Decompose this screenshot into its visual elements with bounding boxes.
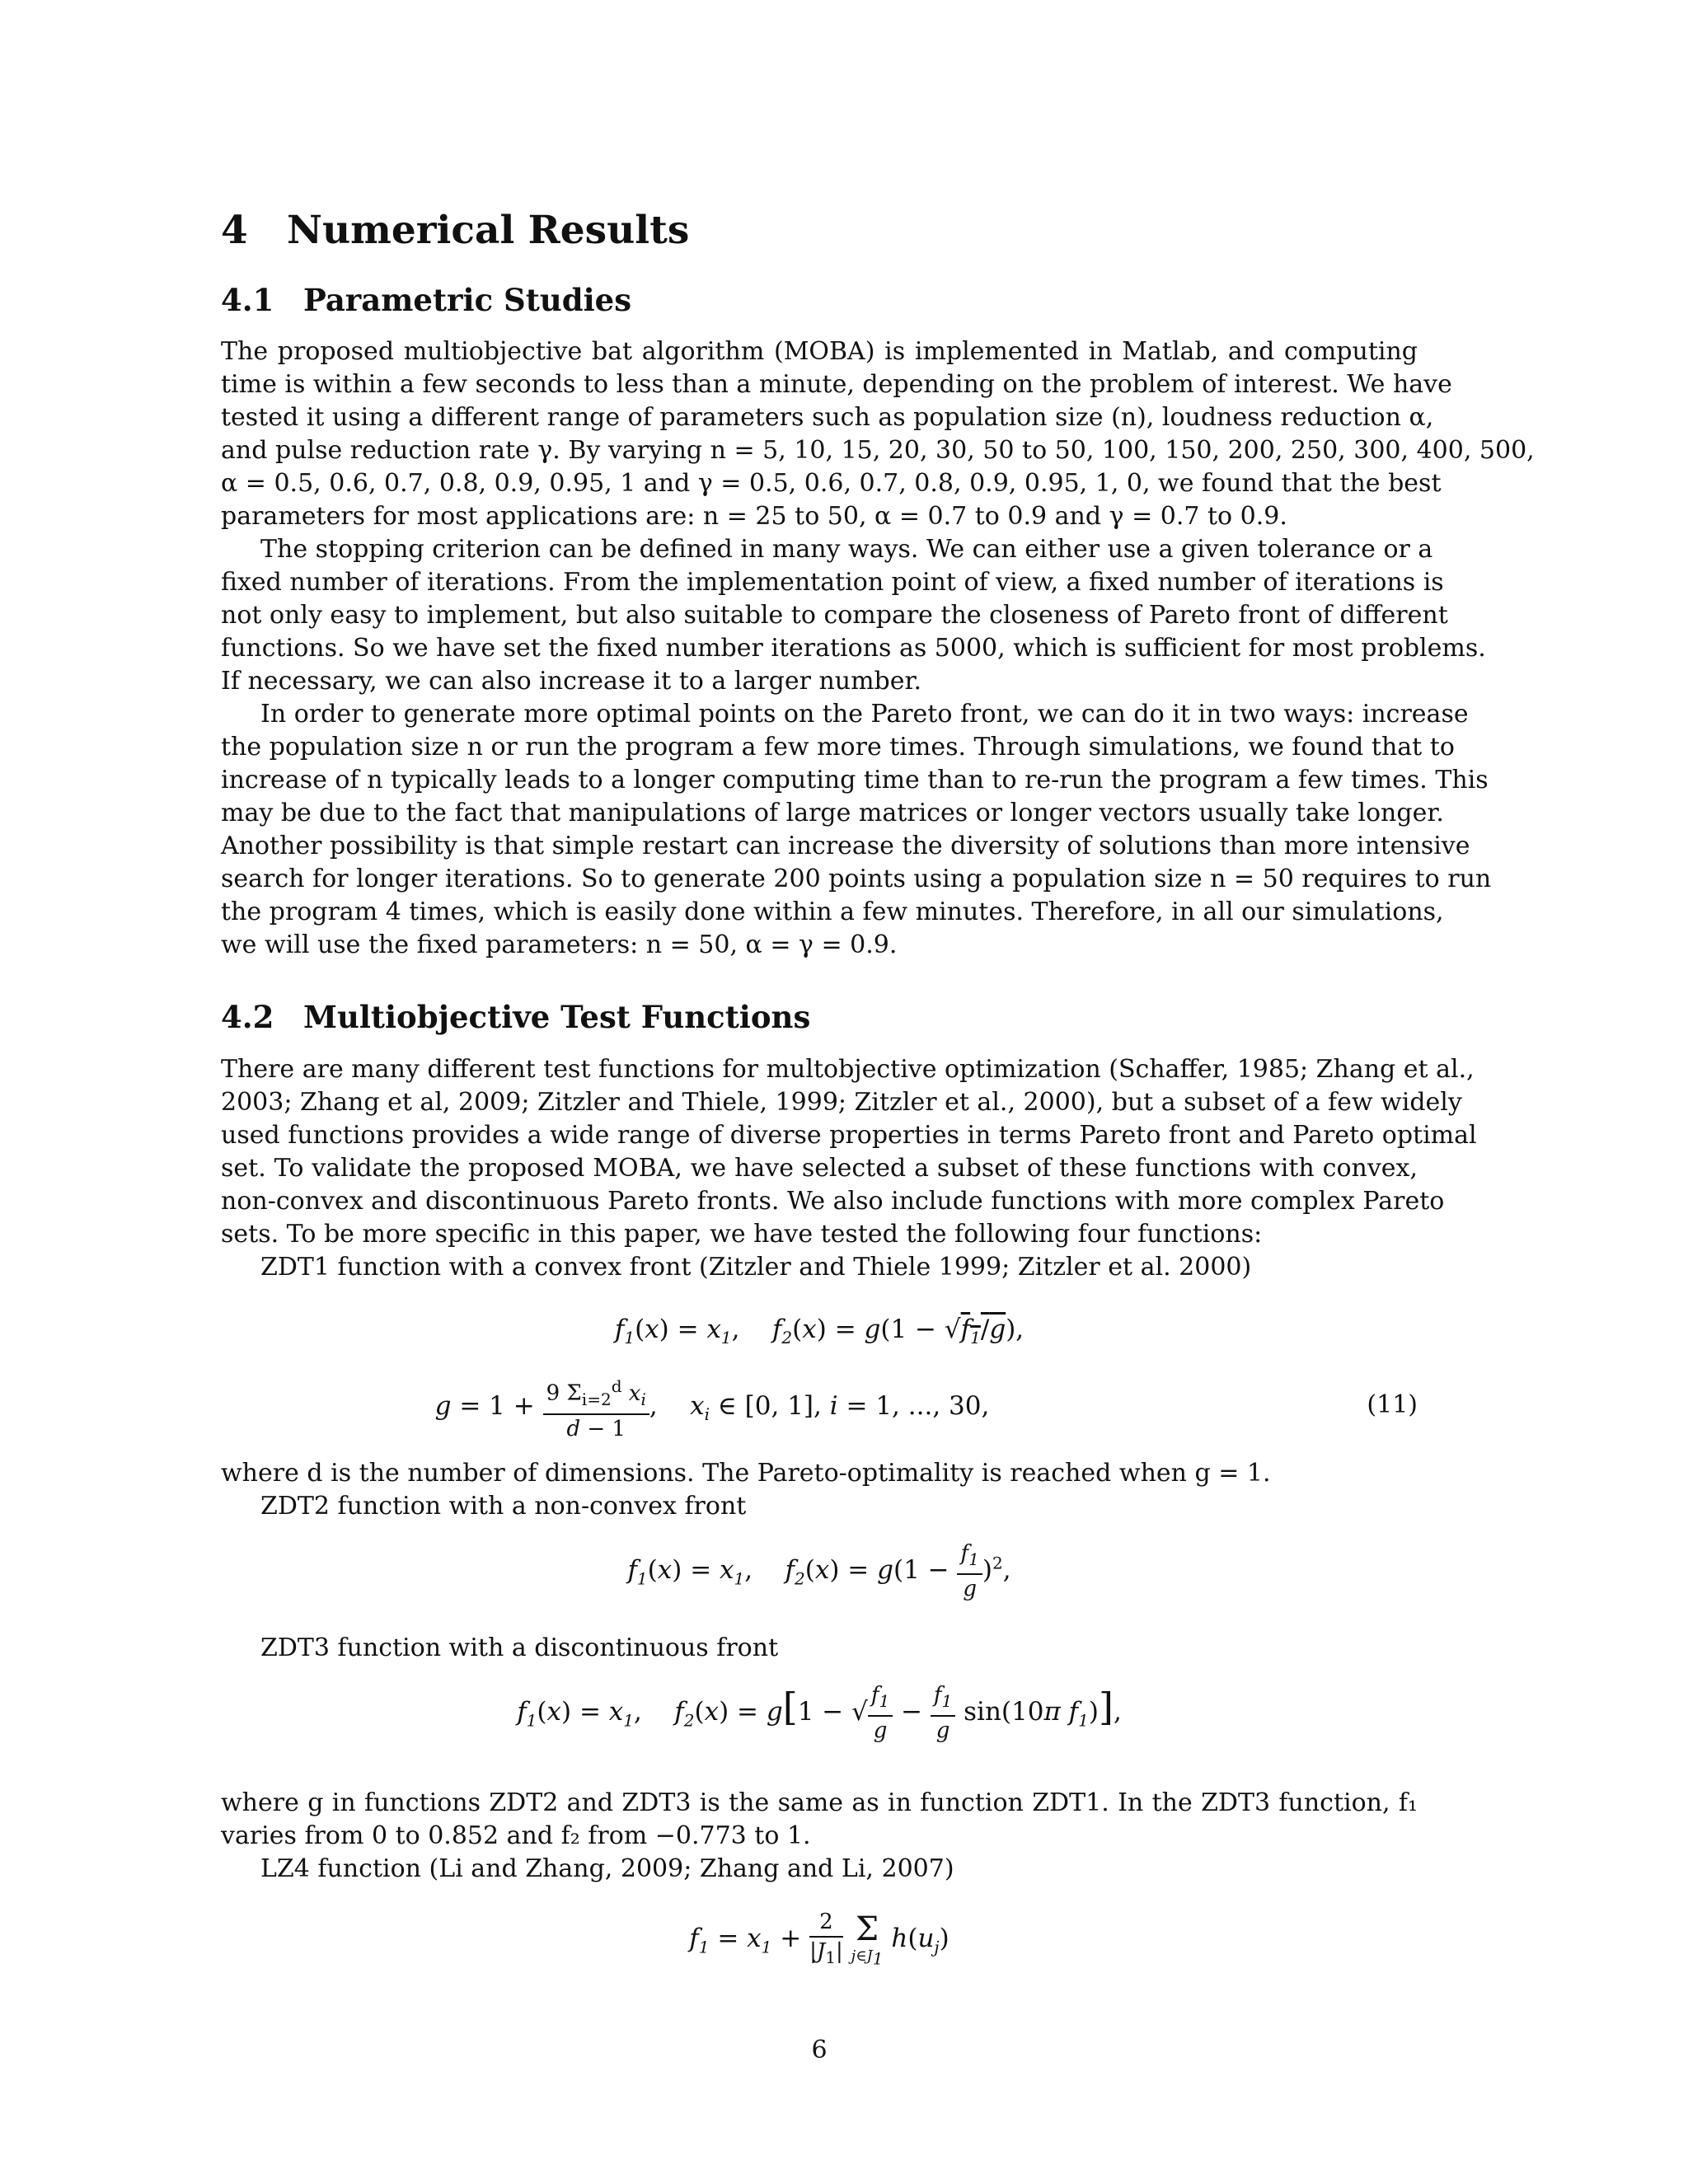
text-line: where g in functions ZDT2 and ZDT3 is the same as in function ZDT1. In the ZDT3 function, f₁	[221, 1788, 1418, 1817]
text-line: 2003; Zhang et al, 2009; Zitzler and Thiele, 1999; Zitzler et al., 2000), but a subset of a few widely	[221, 1088, 1462, 1117]
subsection-number: 4.2	[221, 999, 274, 1035]
text-line: increase of n typically leads to a longer computing time than to re-run the program a few times. This	[221, 766, 1489, 794]
text-line: search for longer iterations. So to generate 200 points using a population size n = 50 requires to run	[221, 865, 1492, 893]
subsection-heading-4-1	[221, 282, 631, 318]
where-d-text: where d is the number of dimensions. The Pareto-optimality is reached when g = 1.	[221, 1459, 1271, 1488]
text-line: Another possibility is that simple restart can increase the diversity of solutions than more intensive	[221, 832, 1470, 860]
section-number: 4	[221, 208, 248, 253]
page-number: 6	[811, 2036, 828, 2064]
text-line: functions. So we have set the fixed number iterations as 5000, which is sufficient for most problems.	[221, 634, 1486, 663]
text-line: varies from 0 to 0.852 and f₂ from −0.773 to 1.	[221, 1821, 811, 1850]
text-line: tested it using a different range of parameters such as population size (n), loudness reduction α,	[221, 403, 1434, 432]
subsection-number: 4.1	[221, 282, 274, 318]
paragraph-where-g	[221, 1787, 1418, 1853]
text-line: parameters for most applications are: n = 25 to 50, α = 0.7 to 0.9 and γ = 0.7 to 0.9.	[221, 502, 1287, 531]
text-line: fixed number of iterations. From the implementation point of view, a fixed number of iterations is	[221, 568, 1444, 597]
subsection-title: Multiobjective Test Functions	[303, 999, 811, 1035]
subsection-title: Parametric Studies	[303, 282, 632, 318]
equation-zdt1-objectives: $f_1(x) = x_1$, $f_2(x) = g(1 - √f_1/g)$,	[614, 1315, 1025, 1348]
equation-zdt1-g: g = 1 + $\frac{9 \Sigma_{i=2}^d x_i}{d - 1}$ , $x_i$ ∈ [0, 1], i = 1, ..., 30, (11)	[221, 1372, 1418, 1443]
subsection-heading-4-2	[221, 999, 810, 1035]
text-line: and pulse reduction rate γ. By varying n = 5, 10, 15, 20, 30, 50 to 50, 100, 150, 200, 250, 300, 400, 500,	[221, 436, 1535, 465]
equation-lz4: $f_1 = x_1$ + $\frac{2}{|J_1|}$ Σ $j\in J_1$ $h(u_j)$	[689, 1910, 950, 1969]
zdt3-intro: ZDT3 function with a discontinuous front	[260, 1633, 779, 1662]
text-line: α = 0.5, 0.6, 0.7, 0.8, 0.9, 0.95, 1 and γ = 0.5, 0.6, 0.7, 0.8, 0.9, 0.95, 1, 0, we found that the best	[221, 469, 1442, 498]
text-line: non-convex and discontinuous Pareto fronts. We also include functions with more complex Pareto	[221, 1187, 1445, 1216]
text-line: set. To validate the proposed MOBA, we have selected a subset of these functions with convex,	[221, 1154, 1418, 1183]
paragraph-test-functions	[221, 1053, 1477, 1251]
section-heading	[221, 208, 689, 253]
zdt1-intro: ZDT1 function with a convex front (Zitzler and Thiele 1999; Zitzler et al. 2000)	[260, 1253, 1252, 1282]
text-line: In order to generate more optimal points on the Pareto front, we can do it in two ways: increase	[260, 700, 1469, 729]
equation-number: (11)	[1367, 1390, 1418, 1419]
text-line: not only easy to implement, but also suitable to compare the closeness of Pareto front of different	[221, 601, 1448, 630]
text-line: may be due to the fact that manipulations of large matrices or longer vectors usually take longer.	[221, 799, 1444, 827]
equation-zdt3: $f_1(x) = x_1$, $f_2(x) = g[1$ − √ $\frac{f_1}{g}$ − $\frac{f_1}{g}$ sin(10π $f_1$)],	[517, 1683, 1122, 1744]
text-line: used functions provides a wide range of diverse properties in terms Pareto front and Pareto optimal	[221, 1121, 1477, 1150]
equation-zdt2: $f_1(x) = x_1$, $f_2(x) = g(1$ − $\frac{f_1}{g}$ )$^2$,	[627, 1541, 1011, 1602]
text-line: we will use the fixed parameters: n = 50, α = γ = 0.9.	[221, 930, 898, 959]
paragraph-optimal-points	[221, 698, 1492, 962]
text-line: The proposed multiobjective bat algorithm (MOBA) is implemented in Matlab, and computing	[221, 337, 1418, 366]
text-line: sets. To be more specific in this paper, we have tested the following four functions:	[221, 1220, 1263, 1249]
text-line: If necessary, we can also increase it to a larger number.	[221, 667, 922, 696]
text-line: time is within a few seconds to less than a minute, depending on the problem of interest. We have	[221, 370, 1452, 399]
paragraph-stopping-criterion	[221, 533, 1486, 698]
text-line: The stopping criterion can be defined in many ways. We can either use a given tolerance or a	[260, 535, 1433, 564]
text-line: There are many different test functions for multobjective optimization (Schaffer, 1985; Zhang et al.,	[221, 1055, 1475, 1084]
paragraph-parametric-intro	[221, 335, 1535, 533]
zdt2-intro: ZDT2 function with a non-convex front	[260, 1492, 747, 1521]
lz4-intro: LZ4 function (Li and Zhang, 2009; Zhang and Li, 2007)	[260, 1854, 954, 1883]
text-line: the population size n or run the program a few more times. Through simulations, we found that to	[221, 733, 1455, 762]
section-title: Numerical Results	[287, 208, 690, 253]
text-line: the program 4 times, which is easily done within a few minutes. Therefore, in all our simulations,	[221, 898, 1444, 926]
